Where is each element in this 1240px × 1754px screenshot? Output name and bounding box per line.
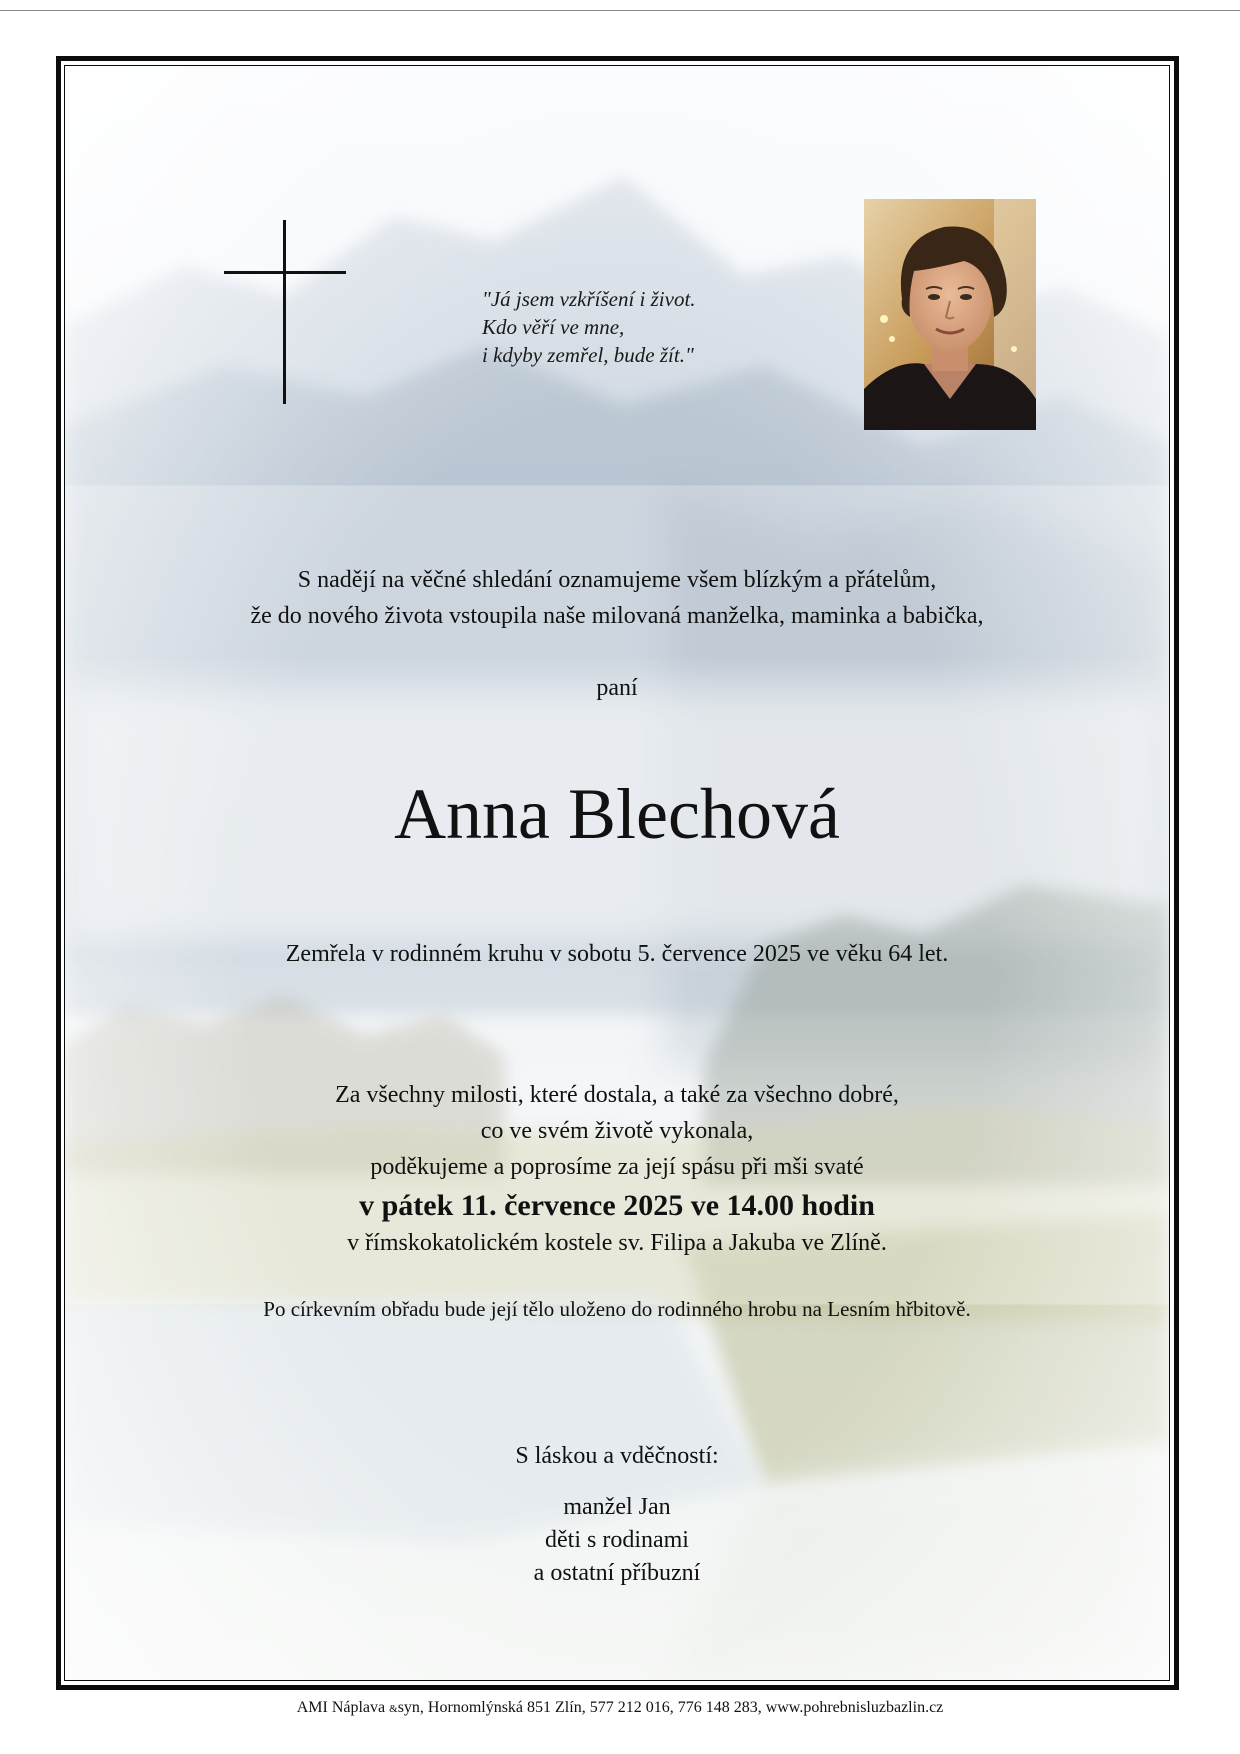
footer-company: AMI Náplava — [296, 1699, 386, 1716]
family-line: a ostatní příbuzní — [533, 1560, 701, 1586]
announcement — [64, 562, 1170, 634]
bible-quote — [482, 285, 782, 369]
signoff: S láskou a vděčností: — [515, 1443, 719, 1469]
thanks-line: co ve svém životě vykonala, — [480, 1118, 754, 1144]
quote-line: "Já jsem vzkříšení i život. — [482, 287, 696, 311]
mass-datetime: v pátek 11. července 2025 ve 14.00 hodin — [359, 1189, 875, 1222]
family-list — [64, 1491, 1170, 1590]
footer-details: syn, Hornomlýnská 851 Zlín, 577 212 016, 776 148 283, www.pohrebnisluzbazlin.cz — [397, 1699, 944, 1716]
thanks-text — [64, 1077, 1170, 1185]
footer-ampersand: & — [389, 1703, 398, 1715]
family-line: manžel Jan — [563, 1494, 671, 1520]
family-line: děti s rodinami — [545, 1527, 689, 1553]
quote-line: i kdyby zemřel, bude žít." — [482, 343, 694, 367]
death-notice: Zemřela v rodinném kruhu v sobotu 5. července 2025 ve věku 64 let. — [285, 941, 949, 967]
quote-line: Kdo věří ve mne, — [482, 315, 625, 339]
honorific: paní — [596, 675, 638, 701]
deceased-name: Anna Blechová — [394, 774, 840, 854]
announcement-line: S nadějí na věčné shledání oznamujeme všem blízkým a přátelům, — [297, 567, 937, 593]
burial-note: Po církevním obřadu bude její tělo uloženo do rodinného hrobu na Lesním hřbitově. — [263, 1297, 971, 1321]
thanks-line: poděkujeme a poprosíme za její spásu při mši svaté — [370, 1154, 864, 1180]
portrait-photo — [864, 199, 1036, 430]
thanks-line: Za všechny milosti, které dostala, a také za všechno dobré, — [335, 1082, 899, 1108]
announcement-line: že do nového života vstoupila naše milovaná manželka, maminka a babička, — [250, 603, 984, 629]
church-location: v římskokatolickém kostele sv. Filipa a Jakuba ve Zlíně. — [347, 1230, 887, 1256]
footer-contact — [0, 1697, 1240, 1720]
top-rule — [0, 10, 1240, 11]
